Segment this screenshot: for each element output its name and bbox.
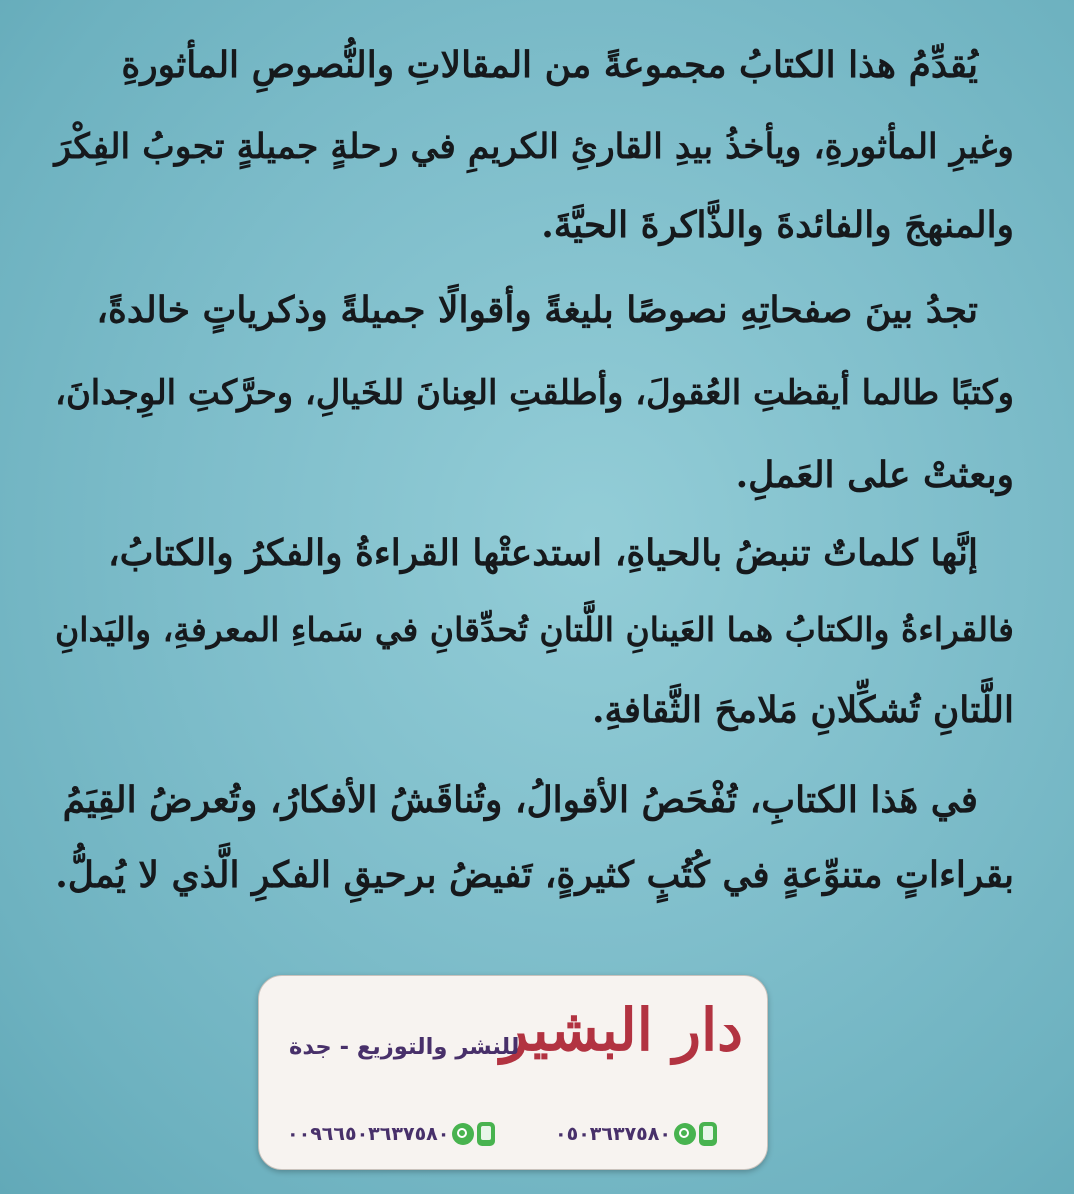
blurb-line: في هَذا الكتابِ، تُفْحَصُ الأقوالُ، وتُناقَشُ الأفكارُ، وتُعرضُ القِيَمُ <box>62 779 978 821</box>
blurb-line: وغيرِ المأثورةِ، ويأخذُ بيدِ القارئِ الكريمِ في رحلةٍ جميلةٍ تجوبُ الفِكْرَ <box>54 127 1014 167</box>
phone-local <box>549 1116 717 1152</box>
blurb-line: إنَّها كلماتٌ تنبضُ بالحياةِ، استدعتْها القراءةُ والفكرُ والكتابُ، <box>108 532 978 574</box>
phone-numbers <box>281 1116 751 1152</box>
phone-number: ٠٠٩٦٦٥٠٣٦٣٧٥٨٠ <box>287 1123 450 1145</box>
blurb-line: وبعثتْ على العَملِ. <box>735 454 1014 496</box>
publisher-label <box>258 975 768 1170</box>
blurb-line: اللَّتانِ تُشكِّلانِ مَلامحَ الثَّقافةِ. <box>591 689 1014 731</box>
blurb-text <box>54 0 1014 920</box>
phone-number: ٠٥٠٣٦٣٧٥٨٠ <box>555 1123 671 1145</box>
whatsapp-icon <box>674 1123 696 1145</box>
mobile-phone-icon <box>699 1122 717 1146</box>
blurb-line: بقراءاتٍ متنوِّعةٍ في كُتُبٍ كثيرةٍ، تَفيضُ برحيقِ الفكرِ الَّذي لا يُملُّ. <box>55 854 1014 896</box>
whatsapp-icon <box>452 1123 474 1145</box>
blurb-line: تجدُ بينَ صفحاتِهِ نصوصًا بليغةً وأقوالًا جميلةً وذكرياتٍ خالدةً، <box>96 289 978 331</box>
blurb-line: وكتبًا طالما أيقظتِ العُقولَ، وأطلقتِ العِنانَ للخَيالِ، وحرَّكتِ الوِجدانَ، <box>55 372 1014 412</box>
blurb-line: يُقدِّمُ هذا الكتابُ مجموعةً من المقالاتِ والنُّصوصِ المأثورةِ <box>121 44 978 86</box>
mobile-phone-icon <box>477 1122 495 1146</box>
blurb-line: والمنهجَ والفائدةَ والذَّاكرةَ الحيَّةَ. <box>541 204 1014 246</box>
blurb-line: فالقراءةُ والكتابُ هما العَينانِ اللَّتانِ تُحدِّقانِ في سَماءِ المعرفةِ، واليَدانِ <box>54 610 1014 649</box>
phone-international <box>281 1116 495 1152</box>
publisher-subtitle: للنشر والتوزيع - جدة <box>289 1034 520 1060</box>
publisher-name: دار البشير <box>500 996 743 1064</box>
